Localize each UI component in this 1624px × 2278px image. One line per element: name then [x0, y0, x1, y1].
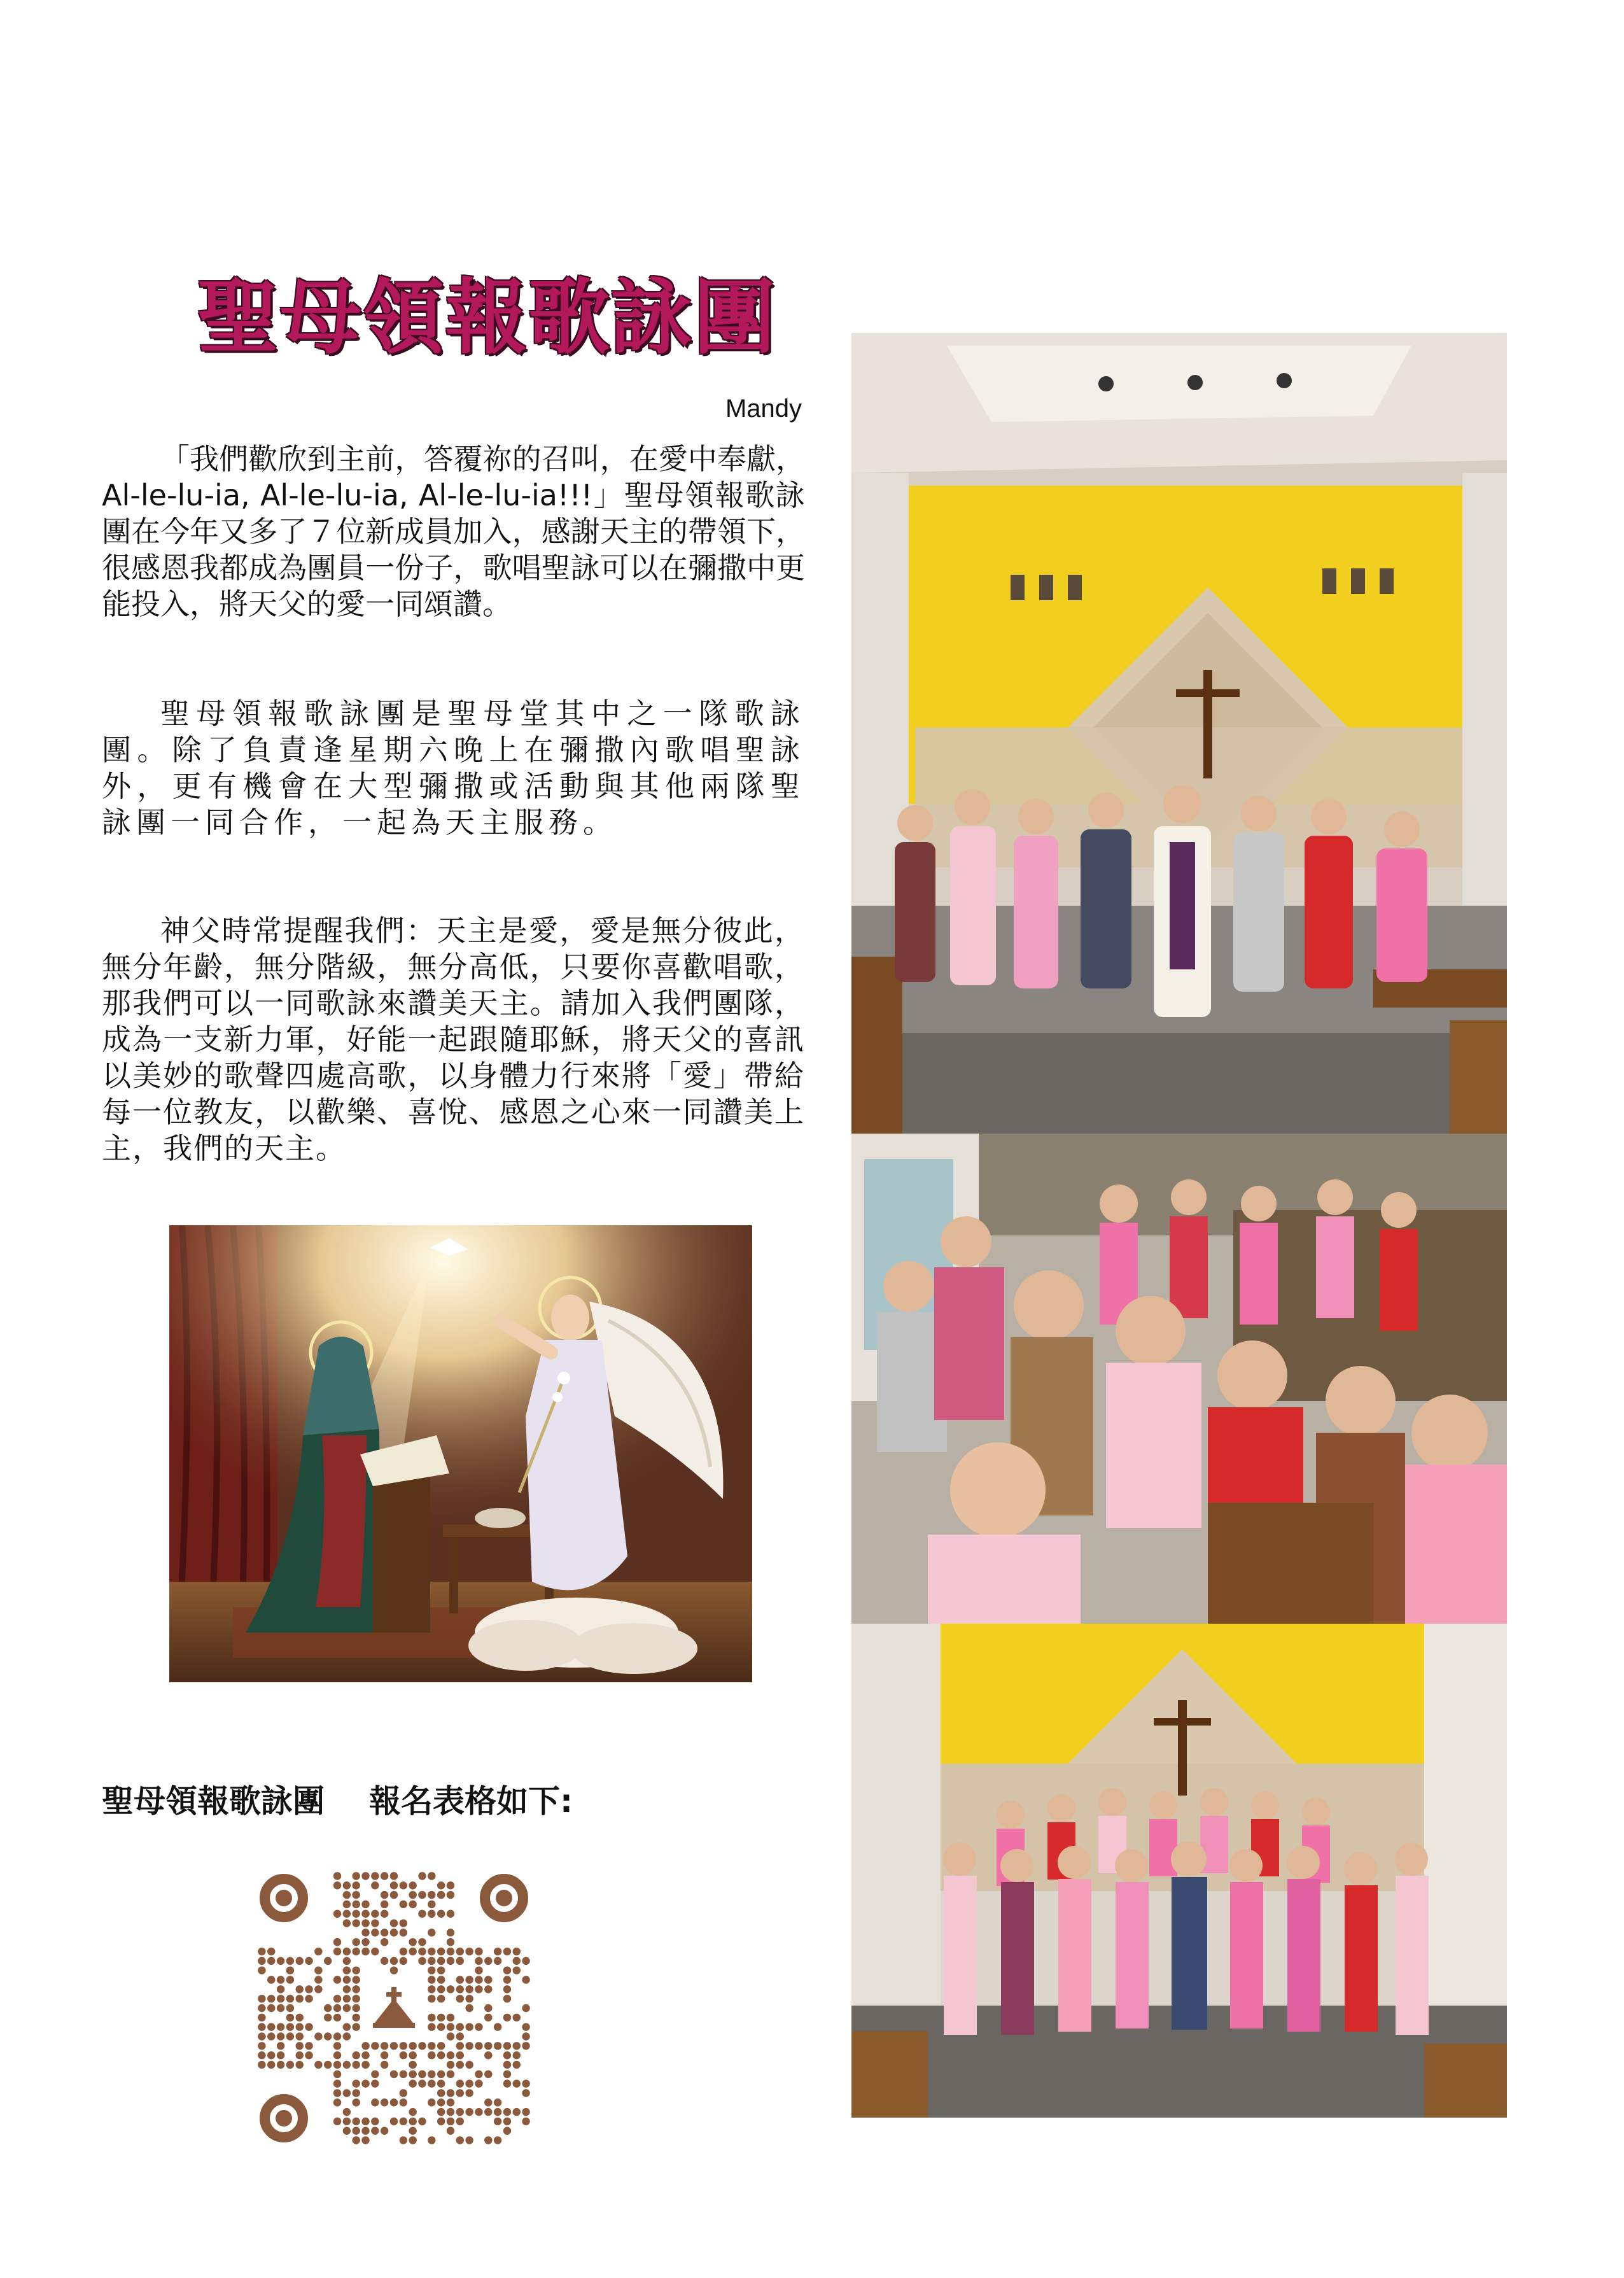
choir-group-altar-photo: [851, 333, 1507, 1134]
choir-members-selfie-photo: [851, 1134, 1507, 1624]
paragraph-2: 聖母領報歌詠團是聖母堂其中之一隊歌詠團。除了負責逢星期六晚上在彌撒內歌唱聖詠外，更有機會在大型彌撒或活動與其他兩隊聖詠團一同合作，一起為天主服務。: [102, 696, 805, 840]
choir-group-church-photo: [851, 1624, 1507, 2118]
qr-code[interactable]: [257, 1871, 531, 2145]
paragraph-3: 神父時常提醒我們：天主是愛，愛是無分彼此，無分年齡，無分階級，無分高低，只要你喜歡唱歌，那我們可以一同歌詠來讚美天主。請加入我們團隊，成為一支新力軍，好能一起跟隨耶穌，將天父的喜訊以美妙的歌聲四處高歌，以身體力行來將「愛」帶給每一位教友，以歡樂、喜悅、感恩之心來一同讚美上主，我們的天主。: [102, 913, 805, 1165]
paragraph-1: 「我們歡欣到主前，答覆祢的召叫，在愛中奉獻，Al-le-lu-ia, Al-le-lu-ia, Al-le-lu-ia!!!」聖母領報歌詠團在今年又多了７位新成員加入，感謝天主的帶領下，很感恩我都成為團員一份子，歌唱聖詠可以在彌撒中更能投入，將天父的愛一同頌讚。: [102, 442, 805, 621]
signup-form-label: 報名表格如下:: [369, 1783, 573, 1820]
signup-line: [102, 1776, 738, 1822]
article-author: Mandy: [725, 395, 802, 423]
annunciation-painting: [169, 1225, 752, 1682]
article-title: 聖母領報歌詠團: [197, 271, 777, 365]
signup-choir-name: 聖母領報歌詠團: [102, 1783, 325, 1820]
